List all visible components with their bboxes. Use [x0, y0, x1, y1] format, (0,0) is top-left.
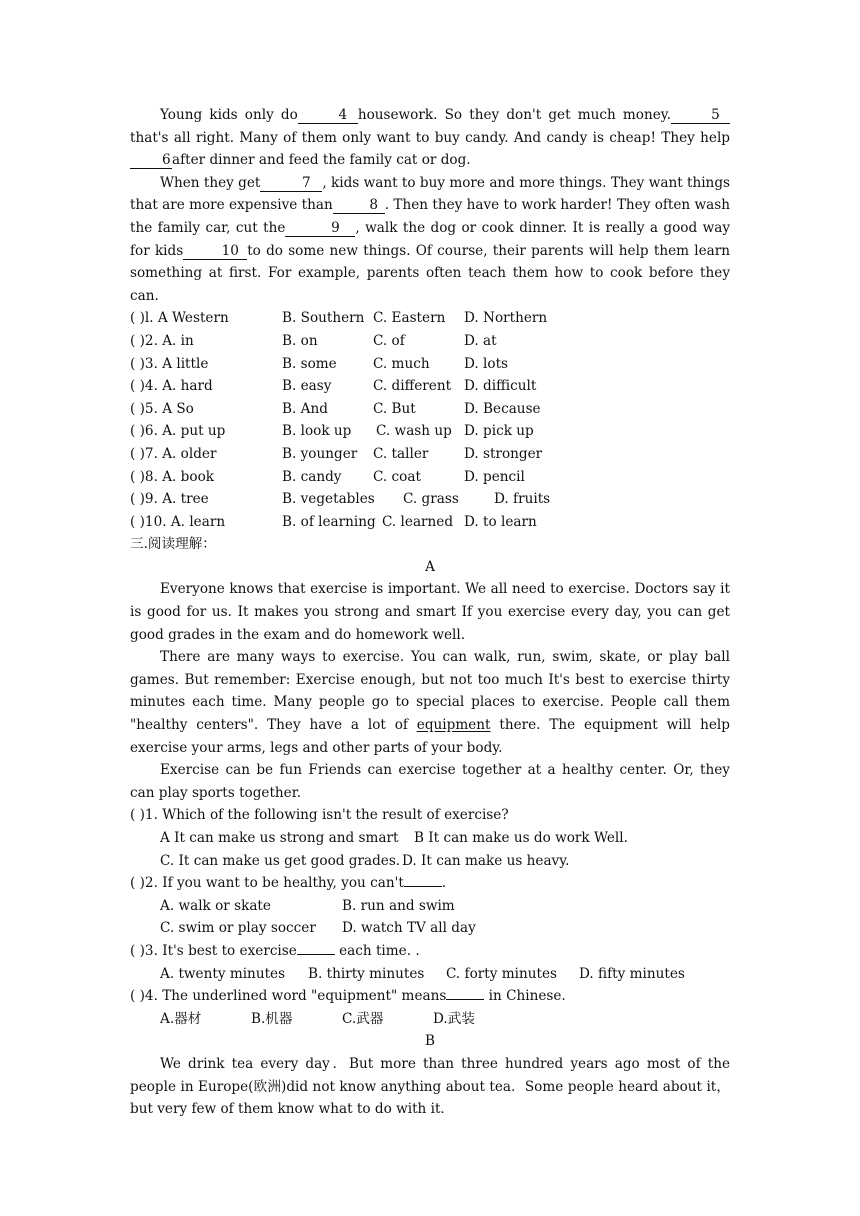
option-d: D. pick up [464, 423, 534, 440]
option-a: A It can make us strong and smart [160, 830, 399, 846]
option-b: B It can make us do work Well. [414, 830, 628, 846]
option-c: C. coat [373, 468, 421, 485]
document-body [130, 104, 730, 1121]
question-2-options-row-1 [130, 895, 730, 918]
option-b: B. easy [282, 378, 332, 395]
question-number-option-a: ( )8. A. book [130, 468, 214, 485]
question-2-stem [130, 872, 730, 895]
option-c: C. swim or play soccer [160, 920, 316, 937]
question-4-options-row [130, 1008, 730, 1031]
question-number-option-a: ( )10. A. learn [130, 513, 226, 530]
question-number-option-a: ( )3. A little [130, 355, 209, 372]
option-b: B. thirty minutes [308, 965, 425, 982]
cloze-blank-7: 7 [260, 175, 322, 192]
cloze-question-5 [130, 398, 730, 421]
option-b: B. younger [282, 445, 358, 462]
option-d: D. pencil [464, 468, 525, 485]
passage-a-paragraph-2 [130, 646, 730, 759]
answer-blank [404, 872, 442, 887]
passage-a-label: A [425, 558, 435, 575]
paragraph-text: after dinner and feed the family cat or dog. [172, 152, 471, 169]
option-b: B. vegetables [282, 491, 375, 508]
option-b: B. run and swim [342, 897, 455, 914]
cloze-blank-5: 5 [671, 107, 730, 124]
cloze-blank-4: 4 [298, 107, 358, 124]
cloze-blank-9: 9 [285, 220, 355, 237]
question-2-options-row-2 [130, 917, 730, 940]
option-b: B. of learning [282, 513, 376, 530]
option-d: D. It can make us heavy. [402, 852, 570, 869]
option-d: D. Northern [464, 310, 548, 327]
option-d: D. at [464, 332, 497, 349]
option-c: C.武器 [342, 1010, 384, 1027]
paragraph-text: to do some new things. Of course, their parents will help them learn something at first. For example, parents often teach them how to cook before they can. [130, 242, 730, 304]
paragraph-text: , kids want to buy more and more things. They want things that are more expensive than [130, 174, 730, 214]
option-b: B. Southern [282, 310, 365, 327]
passage-b-paragraph-1: We drink tea every day．But more than three hundred years ago most of the people in Europe(欧洲)did not know anything about tea．Some people heard about it，but very few of them know what to do with it． [130, 1055, 730, 1118]
paragraph-text: there. The equipment will help exercise your arms, legs and other parts of your body. [130, 717, 730, 756]
cloze-question-9 [130, 488, 730, 511]
question-number-option-a: ( )9. A. tree [130, 491, 209, 508]
option-c: C. grass [403, 491, 459, 508]
option-c: C. taller [373, 445, 429, 462]
question-1-options-row-2 [130, 850, 730, 873]
paragraph-text: . Then they have to work harder! They often wash the family car, cut the [130, 197, 730, 236]
option-c: C. much [373, 355, 430, 372]
option-d: D. fifty minutes [579, 965, 685, 982]
cloze-question-1 [130, 307, 730, 330]
cloze-blank-8: 8 [333, 197, 385, 214]
question-4-stem [130, 985, 730, 1008]
paragraph-text: When they get [160, 174, 261, 191]
stem-text: in Chinese. [484, 988, 566, 1005]
option-c: C. different [373, 378, 452, 395]
stem-text: ( )3. It's best to exercise [130, 942, 297, 959]
question-3-stem [130, 940, 730, 963]
paragraph-text: that's all right. Many of them only want to buy candy. And candy is cheap! They help [130, 129, 730, 146]
cloze-blank-10: 10 [183, 243, 247, 260]
option-c: C. learned [382, 513, 454, 530]
stem-text: each time. . [334, 942, 420, 959]
option-b: B. And [282, 400, 328, 417]
option-a: A. twenty minutes [160, 965, 286, 982]
cloze-question-3 [130, 353, 730, 376]
answer-blank [297, 940, 335, 955]
option-d: D. difficult [464, 378, 537, 395]
option-c: C. of [373, 332, 405, 349]
cloze-question-7 [130, 443, 730, 466]
question-number-option-a: ( )l. A Western [130, 310, 229, 327]
option-a: A. walk or skate [160, 897, 271, 914]
option-c: C. forty minutes [446, 965, 557, 982]
option-d: D. watch TV all day [342, 920, 476, 937]
cloze-paragraph-2 [130, 172, 730, 308]
paragraph-text: , walk the dog or cook dinner. It is really a good way for kids [130, 219, 730, 259]
passage-b-label: B [425, 1033, 435, 1050]
cloze-question-2 [130, 330, 730, 353]
option-d: D. Because [464, 400, 541, 417]
cloze-question-10 [130, 511, 730, 534]
question-number-option-a: ( )5. A So [130, 400, 194, 417]
option-d: D.武装 [433, 1010, 475, 1027]
option-b: B. some [282, 355, 337, 372]
paragraph-text: Young kids only do [160, 107, 298, 123]
stem-text: . [441, 875, 447, 892]
passage-a-paragraph-1: Everyone knows that exercise is important. We all need to exercise. Doctors say it is good for us. It makes you strong and smart If you exercise every day, you can get good grades in the exam and do homework well. [130, 581, 730, 643]
option-d: D. stronger [464, 445, 543, 462]
cloze-question-4 [130, 375, 730, 398]
question-number-option-a: ( )4. A. hard [130, 378, 213, 395]
paragraph-text: There are many ways to exercise. You can walk, run, swim, skate, or play ball games. But remember: Exercise enough, but not too much It's best to exercise thirty minutes each time. Many people go to special places to exercise. People call them "healthy centers". They have a lot of [130, 649, 730, 734]
option-d: D. lots [464, 355, 509, 372]
cloze-passage [130, 104, 730, 307]
question-number-option-a: ( )6. A. put up [130, 423, 226, 440]
stem-text: ( )4. The underlined word "equipment" means [130, 988, 447, 1005]
option-d: D. fruits [494, 491, 551, 508]
option-d: D. to learn [464, 513, 537, 530]
underlined-word: equipment [416, 717, 491, 734]
passage-a-paragraph-3: Exercise can be fun Friends can exercise together at a healthy center. Or, they can play sports together. [130, 762, 730, 801]
question-3-options-row [130, 963, 730, 986]
question-1-stem: ( )1. Which of the following isn't the result of exercise? [130, 807, 509, 824]
option-b: B. candy [282, 468, 342, 485]
cloze-paragraph-1 [130, 104, 730, 172]
option-b: B. look up [282, 423, 352, 440]
option-c: C. wash up [376, 423, 452, 440]
answer-blank [446, 985, 484, 1000]
question-number-option-a: ( )2. A. in [130, 332, 194, 349]
option-b: B.机器 [251, 1010, 293, 1027]
stem-text: ( )2. If you want to be healthy, you can't [130, 875, 404, 892]
option-c: C. It can make us get good grades. [160, 852, 401, 869]
cloze-question-8 [130, 466, 730, 489]
option-c: C. But [373, 400, 416, 417]
cloze-blank-6: 6 [130, 152, 172, 169]
option-b: B. on [282, 332, 318, 349]
cloze-question-6 [130, 420, 730, 443]
section-heading: 三.阅读理解： [130, 536, 216, 553]
paragraph-text: housework. So they don't get much money. [357, 107, 671, 123]
cloze-question-list [130, 307, 730, 533]
question-number-option-a: ( )7. A. older [130, 445, 217, 462]
question-1-options-row-1 [130, 827, 730, 850]
option-a: A.器材 [160, 1010, 202, 1027]
option-c: C. Eastern [373, 310, 446, 327]
